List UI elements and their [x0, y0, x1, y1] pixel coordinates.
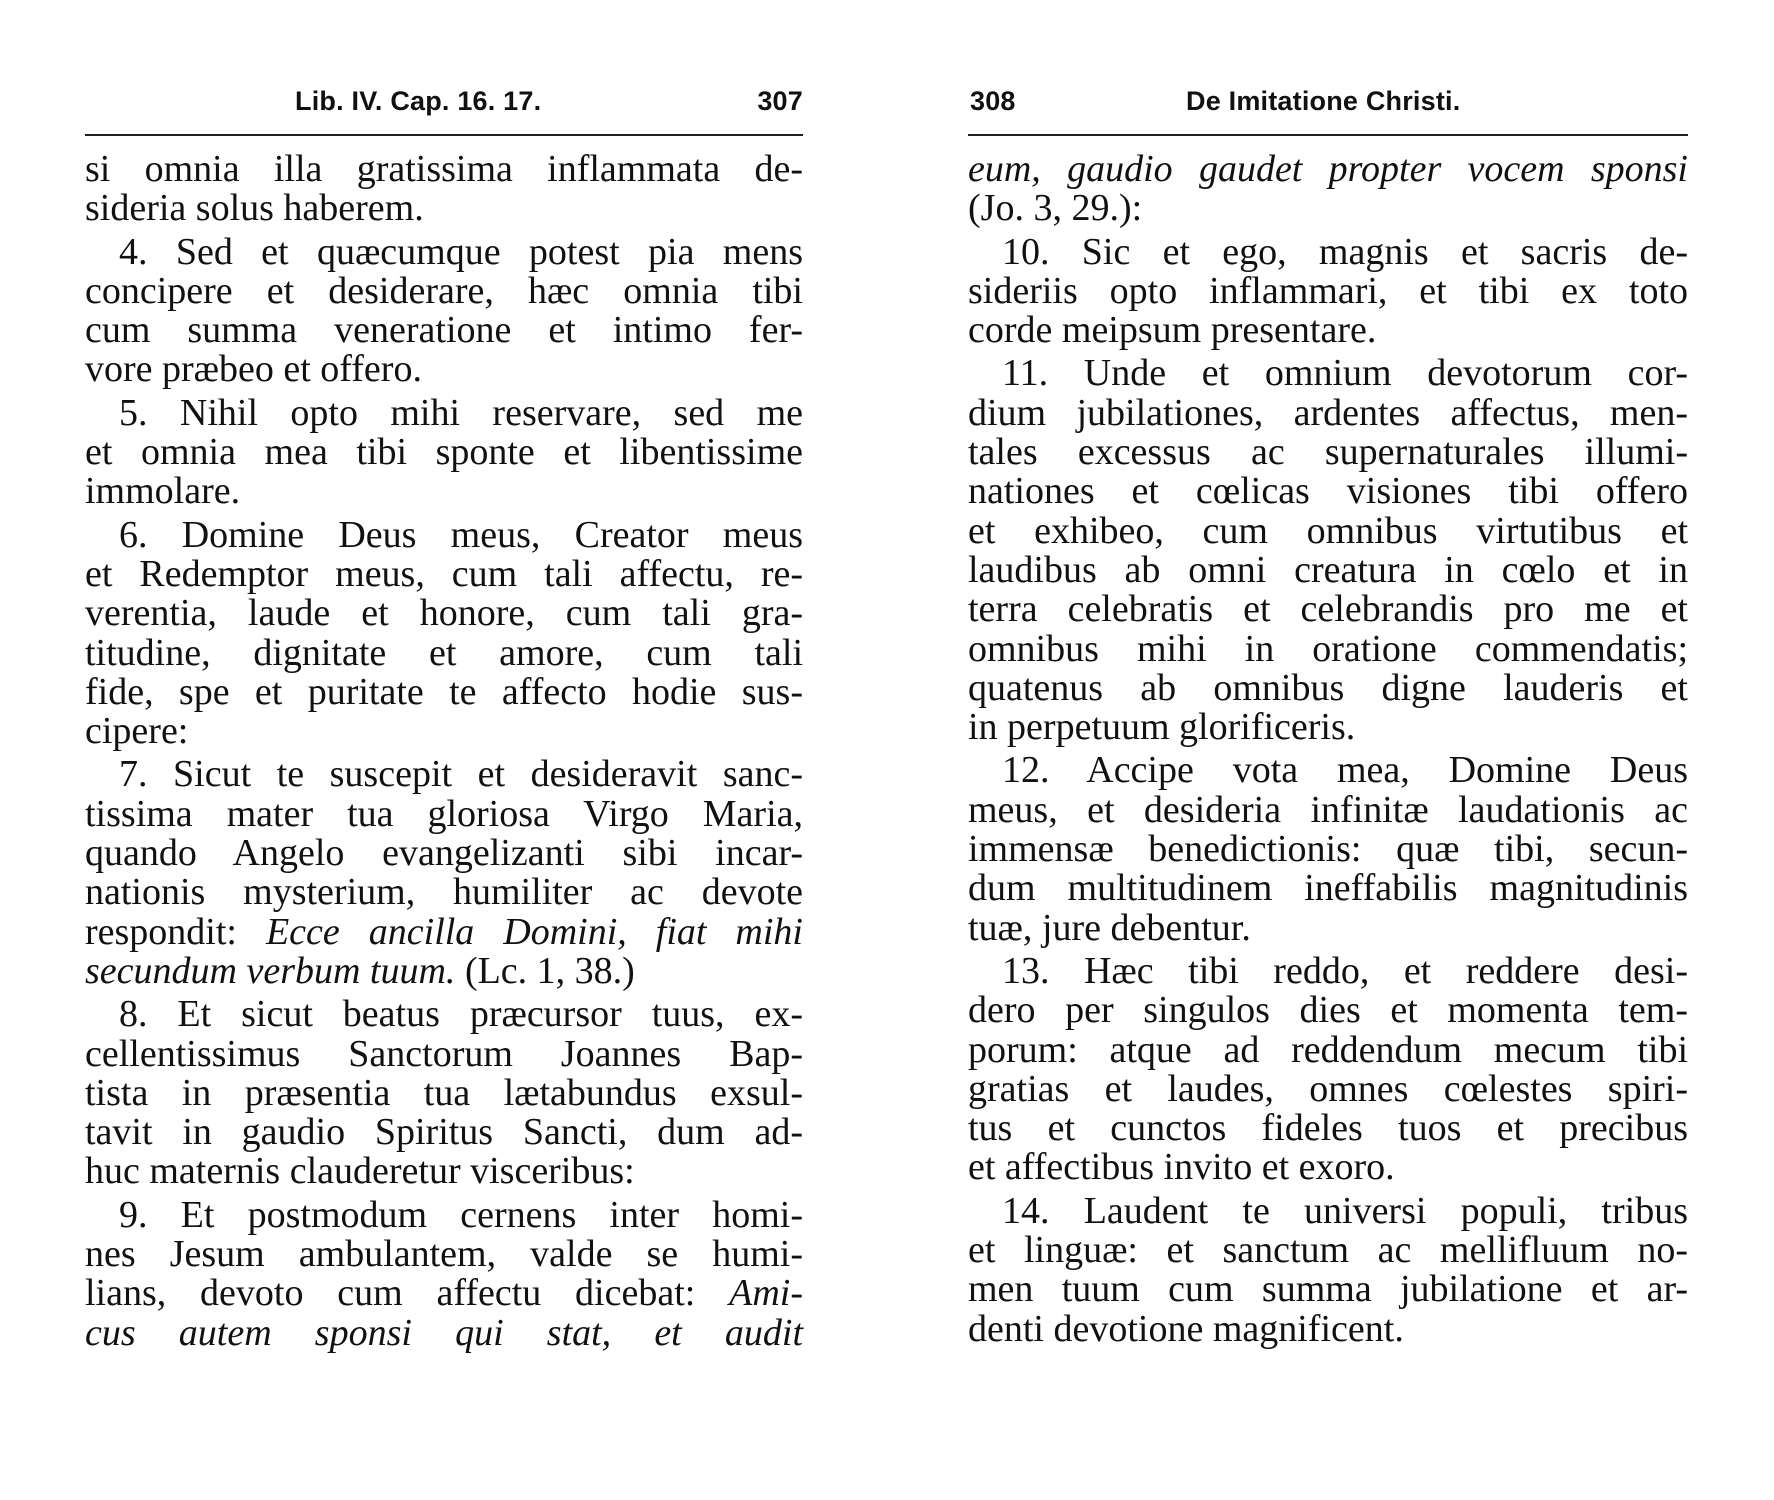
text-line: corde meipsum presentare. [968, 309, 1377, 352]
text-line: huc maternis clauderetur visceribus: [85, 1150, 635, 1193]
quotation-italic: eum, gaudio gaudet propter vocem sponsi [968, 148, 1688, 190]
paragraph-14 [968, 1189, 1688, 1350]
text-line: denti devotione magnificent. [968, 1307, 1404, 1350]
paragraph-10 [968, 230, 1688, 352]
text-line: tista in præsentia tua lætabundus exsul- [85, 1071, 803, 1114]
text-line [85, 949, 803, 992]
text-line: 13. Hæc tibi reddo, et reddere desi- [1002, 949, 1688, 992]
page-number: 307 [757, 86, 803, 116]
text-line: et linguæ: et sanctum ac mellifluum no- [968, 1229, 1688, 1272]
paragraph-13 [968, 949, 1688, 1189]
paragraph-9 [85, 1193, 804, 1354]
text-line: dum multitudinem ineffabilis magnitudinis [968, 867, 1688, 910]
text-line: quatenus ab omnibus digne lauderis et [968, 666, 1688, 709]
paragraph-3-continuation [85, 150, 803, 229]
quotation-italic: secundum verbum tuum. [85, 949, 456, 992]
text-line: cipere: [85, 710, 189, 753]
text-line: tales excessus ac supernaturales illumi- [968, 431, 1688, 474]
text-line: et Redemptor meus, cum tali affectu, re- [85, 552, 803, 595]
paragraph-7 [85, 755, 803, 991]
text-line: sideria solus haberem. [85, 187, 424, 230]
text-line: cum summa veneratione et intimo fer- [85, 309, 803, 352]
text-line: et affectibus invito et exoro. [968, 1146, 1395, 1189]
running-head-title: Lib. IV. Cap. 16. 17. [295, 86, 542, 116]
text-line: tus et cunctos fideles tuos et precibus [968, 1107, 1688, 1150]
text-line: porum: atque ad reddendum mecum tibi [968, 1028, 1688, 1071]
text-line: 11. Unde et omnium devotorum cor- [1002, 352, 1688, 395]
text-line: laudibus ab omni creatura in cœlo et in [968, 548, 1688, 591]
header-rule [85, 134, 803, 136]
right-page [968, 0, 1688, 1353]
text-line: verentia, laude et honore, cum tali gra- [85, 592, 803, 635]
text-line: meus, et desideria infinitæ laudationis ac [968, 788, 1688, 831]
text-line: omnibus mihi in oratione commendatis; [968, 627, 1688, 670]
text-line: in perpetuum glorificeris. [968, 706, 1356, 749]
text-line: 9. Et postmodum cernens inter homi- [119, 1193, 803, 1236]
page-number: 308 [970, 86, 1016, 116]
text-line: concipere et desiderare, hæc omnia tibi [85, 269, 803, 312]
text-line: titudine, dignitate et amore, cum tali [85, 631, 803, 674]
text-line: 10. Sic et ego, magnis et sacris de- [1002, 230, 1688, 273]
text-line: 14. Laudent te universi populi, tribus [1002, 1189, 1688, 1232]
text-line: terra celebratis et celebrandis pro me et [968, 588, 1688, 631]
text-line: et omnia mea tibi sponte et libentissime [85, 431, 803, 474]
header-rule [968, 134, 1688, 136]
text-line: sideriis opto inflammari, et tibi ex toto [968, 269, 1688, 312]
text-run: lians, devoto cum affectu dicebat: [85, 1272, 696, 1315]
text-line [968, 150, 1688, 189]
running-head-right [968, 86, 1688, 134]
text-line: gratias et laudes, omnes cœlestes spiri- [968, 1067, 1688, 1110]
text-line: men tuum cum summa jubilatione et ar- [968, 1268, 1688, 1311]
running-head-left [85, 86, 803, 134]
text-line: tissima mater tua gloriosa Virgo Maria, [85, 792, 803, 835]
text-line: 6. Domine Deus meus, Creator meus [119, 513, 803, 556]
text-line [85, 910, 803, 953]
text-line: 7. Sicut te suscepit et desideravit sanc- [119, 753, 803, 796]
body-text-left [85, 150, 803, 1353]
paragraph-11 [968, 354, 1688, 747]
text-line: tavit in gaudio Spiritus Sancti, dum ad- [85, 1111, 803, 1154]
text-line: nationes et cœlicas visiones tibi offero [968, 470, 1688, 513]
paragraph-4 [85, 230, 803, 391]
citation: (Lc. 1, 38.) [455, 949, 635, 992]
text-line: nationis mysterium, humiliter ac devote [85, 871, 803, 914]
text-line: et exhibeo, cum omnibus virtutibus et [968, 509, 1688, 552]
text-line: 12. Accipe vota mea, Domine Deus [1002, 749, 1688, 792]
text-line: cellentissimus Sanctorum Joannes Bap- [85, 1032, 803, 1075]
running-head-title: De Imitatione Christi. [1186, 86, 1461, 116]
text-line: nes Jesum ambulantem, valde se humi- [85, 1233, 803, 1276]
quotation-italic: Ecce ancilla Domini, fiat mihi [265, 910, 803, 953]
text-line: dero per singulos dies et momenta tem- [968, 989, 1688, 1032]
text-run: respondit: [85, 910, 266, 953]
text-line: immensæ benedictionis: quæ tibi, secun- [968, 828, 1688, 871]
text-line: vore præbeo et offero. [85, 348, 422, 391]
paragraph-5 [85, 391, 803, 513]
body-text-right [968, 150, 1688, 1349]
text-line: 4. Sed et quæcumque potest pia mens [119, 230, 803, 273]
text-line: 8. Et sicut beatus præcursor tuus, ex- [119, 993, 803, 1036]
quotation-italic: Ami- [729, 1272, 804, 1315]
text-line: immolare. [85, 470, 241, 513]
text-line: tuæ, jure debentur. [968, 906, 1251, 949]
text-line: dium jubilationes, ardentes affectus, men- [968, 391, 1688, 434]
text-line [85, 1311, 803, 1354]
text-line: si omnia illa gratissima inflammata de- [85, 148, 803, 190]
citation: (Jo. 3, 29.): [968, 187, 1143, 230]
text-line: 5. Nihil opto mihi reservare, sed me [119, 391, 803, 434]
quotation-italic: cus autem sponsi qui stat, et audit [85, 1311, 803, 1354]
left-page [85, 0, 803, 1357]
paragraph-6 [85, 513, 803, 753]
paragraph-9-continuation [968, 150, 1688, 229]
text-line: fide, spe et puritate te affecto hodie sus- [85, 670, 803, 713]
text-line: quando Angelo evangelizanti sibi incar- [85, 832, 803, 875]
text-line [85, 1274, 803, 1313]
paragraph-8 [85, 995, 803, 1191]
paragraph-12 [968, 751, 1688, 947]
